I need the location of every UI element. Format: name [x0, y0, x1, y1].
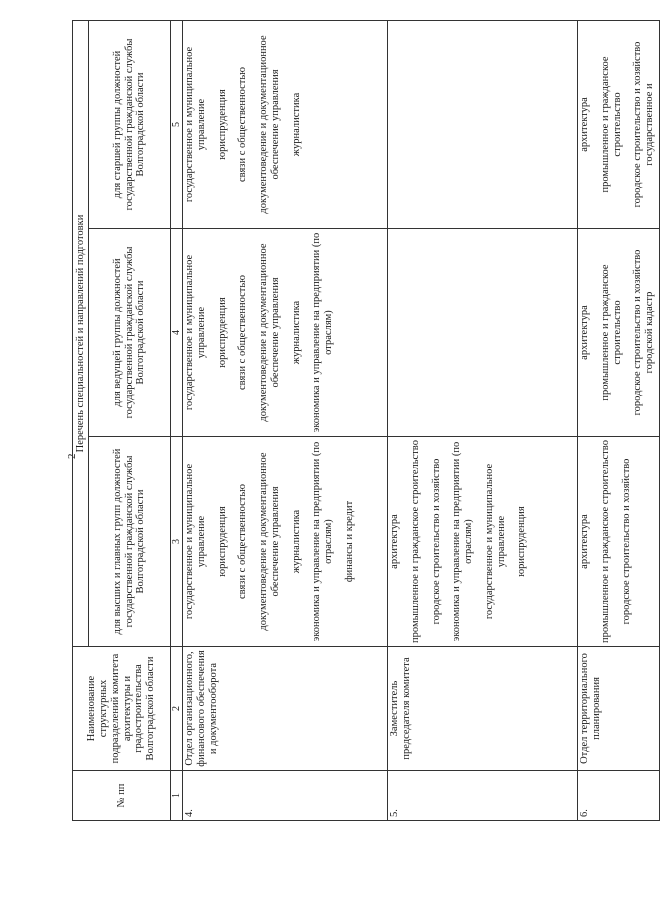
row-senior-specialties: [578, 20, 660, 228]
specialty-item: документоведение и документационное обеспечение управления: [258, 452, 281, 631]
row-unit-name: Отдел территориального планирования: [578, 647, 660, 771]
specialty-item: промышленное и гражданское строительство: [599, 264, 623, 401]
header-leading: для ведущей группы должностей государственной гражданской службы Волгоградской области: [89, 229, 171, 437]
row-highest-specialties: [578, 437, 660, 647]
row-number: 5.: [388, 771, 578, 821]
row-unit-name: Заместитель председателя комитета: [388, 647, 578, 771]
row-number: 4.: [183, 771, 388, 821]
table-row: [183, 20, 388, 820]
specialty-item: городское строительство и хозяйство: [430, 458, 442, 625]
specialty-item: журналистика: [290, 300, 302, 365]
row-leading-specialties: [388, 229, 578, 437]
specialty-item: государственное и муниципальное управление: [184, 254, 207, 411]
specialty-item: промышленное и гражданское строительство: [599, 56, 623, 193]
specialty-item: государственное и муниципальное управление: [483, 463, 507, 620]
specialty-item: государственное и: [644, 83, 656, 166]
column-number: 1: [171, 771, 183, 821]
column-number: 3: [171, 437, 183, 647]
specialty-item: юриспруденция: [516, 506, 528, 577]
specialty-item: журналистика: [290, 509, 302, 574]
row-leading-specialties: [578, 229, 660, 437]
specialty-item: городское строительство и хозяйство: [632, 249, 644, 416]
specialty-item: архитектура: [579, 514, 591, 569]
specialty-item: экономика и управление на предприятии (по отраслям): [451, 441, 475, 642]
row-senior-specialties: [183, 20, 388, 228]
specialty-item: документоведение и документационное обеспечение управления: [258, 243, 281, 422]
specialty-item: промышленное и гражданское строительство: [409, 440, 421, 643]
specialty-item: экономика и управление на предприятии (по отраслям): [311, 232, 335, 433]
row-leading-specialties: [183, 229, 388, 437]
specialty-item: финансы и кредит: [343, 500, 355, 583]
specialty-item: городское строительство и хозяйство: [632, 41, 644, 208]
specialty-item: юриспруденция: [216, 506, 228, 577]
header-span-title: Перечень специальностей и направлений подготовки: [73, 20, 89, 646]
specialty-item: связи с общественностью: [237, 274, 249, 391]
row-number: 6.: [578, 771, 660, 821]
specialty-item: связи с общественностью: [237, 66, 249, 182]
header-row-1: [73, 20, 89, 820]
table-row: [388, 20, 578, 820]
specialty-item: юриспруденция: [216, 89, 228, 160]
specialty-item: экономика и управление на предприятии (по отраслям): [311, 441, 335, 642]
page-number: 2: [66, 453, 78, 459]
header-senior: для старшей группы должностей государственной гражданской службы Волгоградской области: [89, 20, 171, 228]
column-number: 5: [171, 20, 183, 228]
specialty-item: городское строительство и хозяйство: [620, 458, 632, 625]
specialty-item: связи с общественностью: [237, 483, 249, 600]
specialties-table: [72, 20, 660, 821]
row-unit-name: Отдел организационного, финансового обеспечения и документооборота: [183, 647, 388, 771]
header-num: № пп: [73, 771, 171, 821]
specialty-item: промышленное и гражданское строительство: [599, 440, 611, 643]
specialty-item: городской кадастр: [644, 291, 656, 374]
table-row: [578, 20, 660, 820]
row-senior-specialties: [388, 20, 578, 228]
specialty-item: архитектура: [389, 514, 401, 569]
specialty-item: юриспруденция: [216, 297, 228, 368]
column-number: 4: [171, 229, 183, 437]
header-name: Наименование структурных подразделений комитета архитектуры и градостроительства Волгоградской области: [73, 647, 171, 771]
specialty-item: государственное и муниципальное управление: [184, 46, 207, 203]
row-highest-specialties: [183, 437, 388, 647]
header-highest: для высших и главных групп должностей государственной гражданской службы Волгоградской области: [89, 437, 171, 647]
specialty-item: архитектура: [579, 305, 591, 360]
specialty-item: журналистика: [290, 92, 302, 157]
column-numbers-row: [171, 20, 183, 820]
row-highest-specialties: [388, 437, 578, 647]
specialty-item: документоведение и документационное обеспечение управления: [258, 35, 281, 214]
column-number: 2: [171, 647, 183, 771]
specialty-item: государственное и муниципальное управление: [184, 463, 207, 620]
specialty-item: архитектура: [579, 97, 591, 152]
